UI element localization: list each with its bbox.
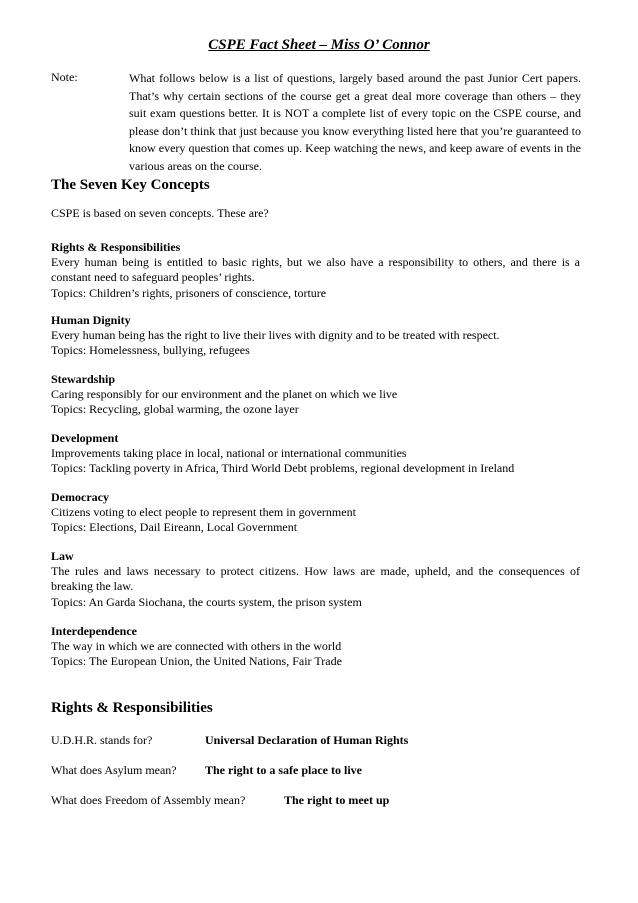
qa-item bbox=[51, 763, 362, 778]
concept-name: Stewardship bbox=[51, 372, 116, 386]
concept-name: Rights & Responsibilities bbox=[51, 240, 181, 254]
qa-answer: The right to meet up bbox=[284, 793, 390, 807]
qa-item bbox=[51, 793, 390, 808]
concept-human-dignity bbox=[51, 313, 580, 359]
concept-topics: Topics: Homelessness, bullying, refugees bbox=[51, 343, 250, 358]
page-title: CSPE Fact Sheet – Miss O’ Connor bbox=[208, 37, 430, 53]
concept-description: Citizens voting to elect people to represent them in government bbox=[51, 505, 356, 520]
seven-concepts-intro: CSPE is based on seven concepts. These are? bbox=[51, 206, 269, 220]
seven-concepts-heading: The Seven Key Concepts bbox=[51, 177, 210, 193]
qa-question: What does Freedom of Assembly mean? bbox=[51, 793, 246, 807]
concept-description: Caring responsibly for our environment and the planet on which we live bbox=[51, 387, 398, 402]
qa-question: What does Asylum mean? bbox=[51, 763, 177, 777]
concept-topics: Topics: Elections, Dail Eireann, Local Government bbox=[51, 520, 298, 535]
concept-topics: Topics: The European Union, the United Nations, Fair Trade bbox=[51, 654, 342, 669]
concept-democracy bbox=[51, 490, 580, 536]
qa-answer: Universal Declaration of Human Rights bbox=[205, 733, 409, 747]
concept-description: Every human being is entitled to basic rights, but we also have a responsibility to others, and there is a bbox=[51, 255, 580, 270]
concept-name: Human Dignity bbox=[51, 313, 131, 327]
concept-name: Law bbox=[51, 549, 74, 563]
concept-description: The way in which we are connected with others in the world bbox=[51, 639, 342, 654]
rights-section-heading: Rights & Responsibilities bbox=[51, 700, 213, 716]
note-text: What follows below is a list of questions, largely based around the past Junior Cert papers. That’s why certain sections of the course get a great deal more coverage than others – they suit exam questions better. It is NOT a complete list of every topic on the CSPE course, and please don’t think that just because you know everything listed here that you’re guaranteed to know every question that comes up. Keep watching the news, and keep aware of events in the various areas on the course. bbox=[129, 71, 581, 173]
qa-answer: The right to a safe place to live bbox=[205, 763, 362, 777]
concept-topics: Topics: Tackling poverty in Africa, Third World Debt problems, regional development in Ireland bbox=[51, 461, 515, 476]
concept-description-cont: constant need to safeguard peoples’ rights. bbox=[51, 270, 255, 285]
concept-name: Democracy bbox=[51, 490, 109, 504]
concept-description: Improvements taking place in local, national or international communities bbox=[51, 446, 407, 461]
concept-description-cont: breaking the law. bbox=[51, 579, 134, 594]
concept-description: The rules and laws necessary to protect citizens. How laws are made, upheld, and the consequences of bbox=[51, 564, 580, 579]
concept-topics: Topics: Recycling, global warming, the ozone layer bbox=[51, 402, 299, 417]
qa-item bbox=[51, 733, 409, 748]
qa-question: U.D.H.R. stands for? bbox=[51, 733, 153, 747]
concept-topics: Topics: Children’s rights, prisoners of conscience, torture bbox=[51, 285, 327, 300]
concept-law bbox=[51, 549, 580, 610]
concept-topics: Topics: An Garda Siochana, the courts system, the prison system bbox=[51, 594, 362, 609]
note-label: Note: bbox=[51, 70, 78, 84]
concept-interdependence bbox=[51, 624, 580, 670]
concept-description: Every human being has the right to live their lives with dignity and to be treated with respect. bbox=[51, 328, 500, 343]
concept-stewardship bbox=[51, 372, 580, 418]
concept-name: Development bbox=[51, 431, 119, 445]
concept-development bbox=[51, 431, 580, 477]
concept-name: Interdependence bbox=[51, 624, 137, 638]
concept-rights-responsibilities bbox=[51, 240, 580, 301]
